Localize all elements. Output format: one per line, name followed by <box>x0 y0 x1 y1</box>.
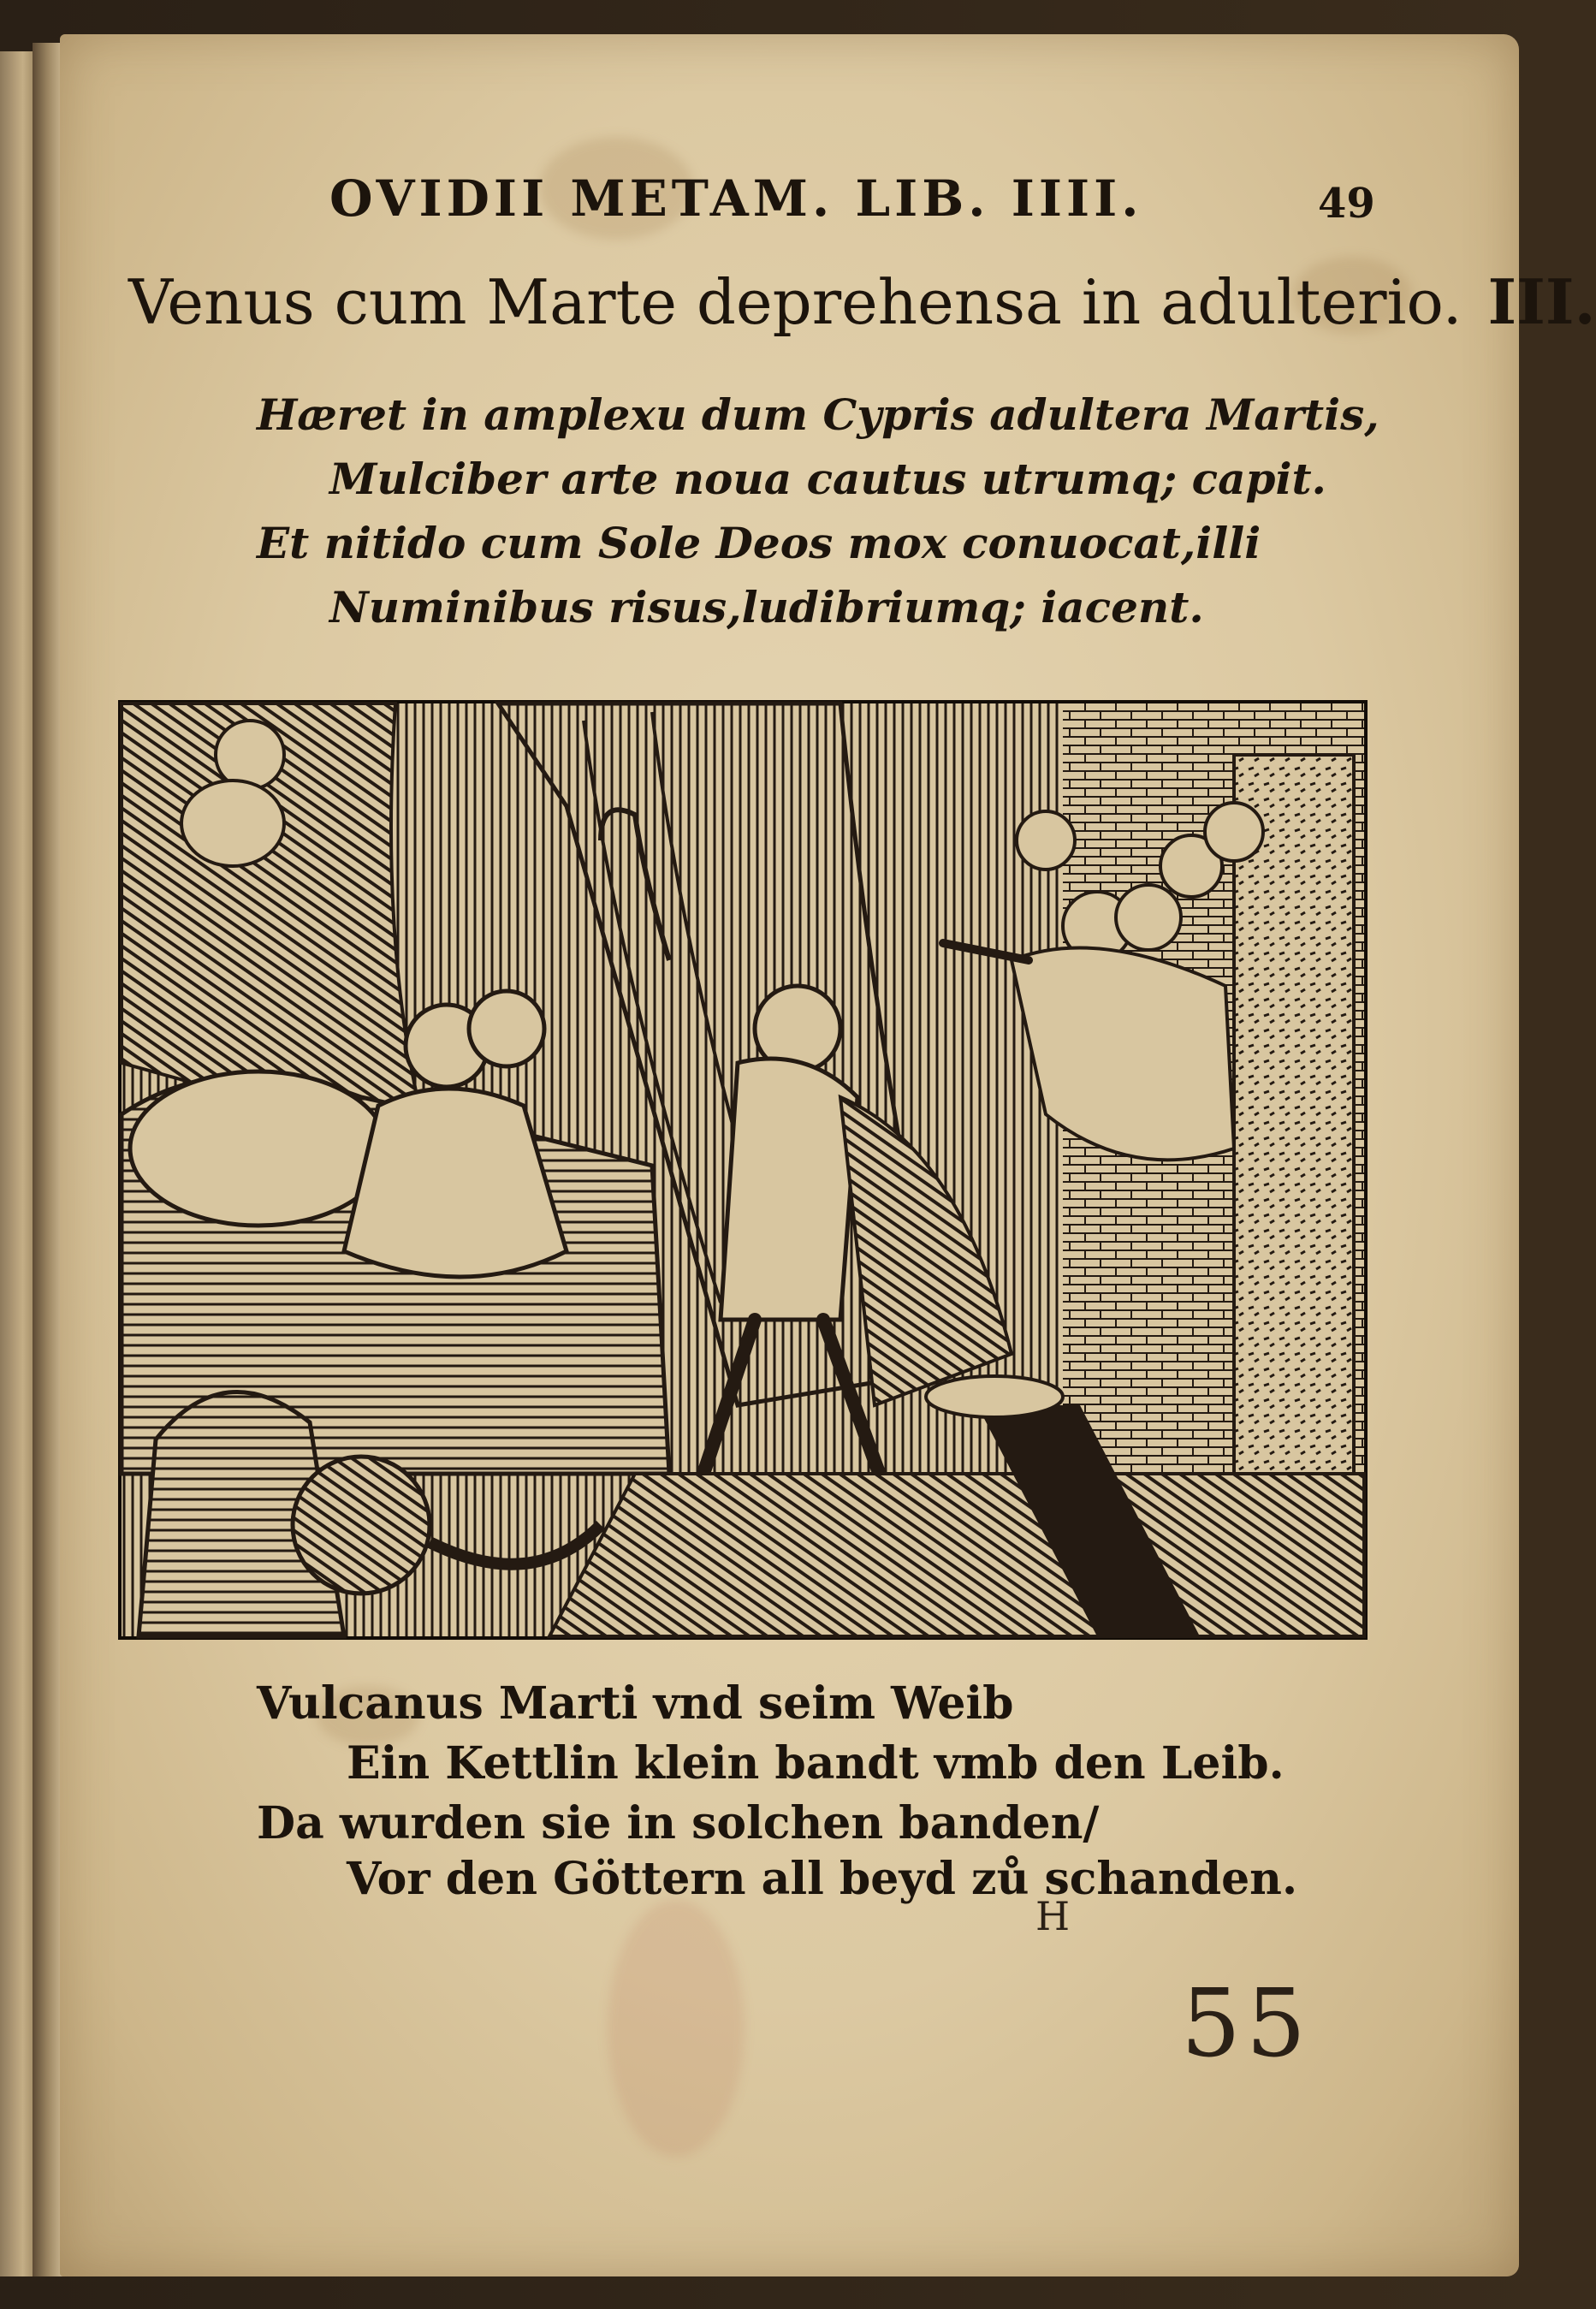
german-verse-2: Ein Kettlin klein bandt vmb den Leib. <box>347 1737 1285 1790</box>
paper-stain <box>608 1900 745 2157</box>
latin-verse-3: Et nitido cum Sole Deos mox conuocat,illi <box>257 518 1261 568</box>
previous-page-edge <box>0 51 34 2276</box>
woodcut-illustration <box>118 700 1368 1640</box>
latin-verse-4: Numinibus risus,ludibriumq; iacent. <box>329 582 1204 632</box>
title-text: Venus cum Marte deprehensa in adulterio. <box>128 266 1463 338</box>
german-verse-4: Vor den Göttern all beyd zů schanden. <box>347 1853 1298 1905</box>
title-numeral: III. <box>1487 265 1596 338</box>
woodcut-image <box>122 703 1364 1636</box>
german-verse-1: Vulcanus Marti vnd seim Weib <box>257 1677 1014 1730</box>
running-head: OVIDII METAM. LIB. IIII. <box>329 169 1143 228</box>
library-stamp-number: 55 <box>1181 1968 1311 2078</box>
section-title <box>128 265 1596 338</box>
latin-verse-1: Hæret in amplexu dum Cypris adultera Martis, <box>257 389 1379 440</box>
latin-verse-2: Mulciber arte noua cautus utrumq; capit. <box>329 454 1326 504</box>
page-number: 49 <box>1318 180 1375 228</box>
german-verse-3: Da wurden sie in solchen banden/ <box>257 1797 1100 1849</box>
signature-mark: H <box>1035 1893 1071 1939</box>
